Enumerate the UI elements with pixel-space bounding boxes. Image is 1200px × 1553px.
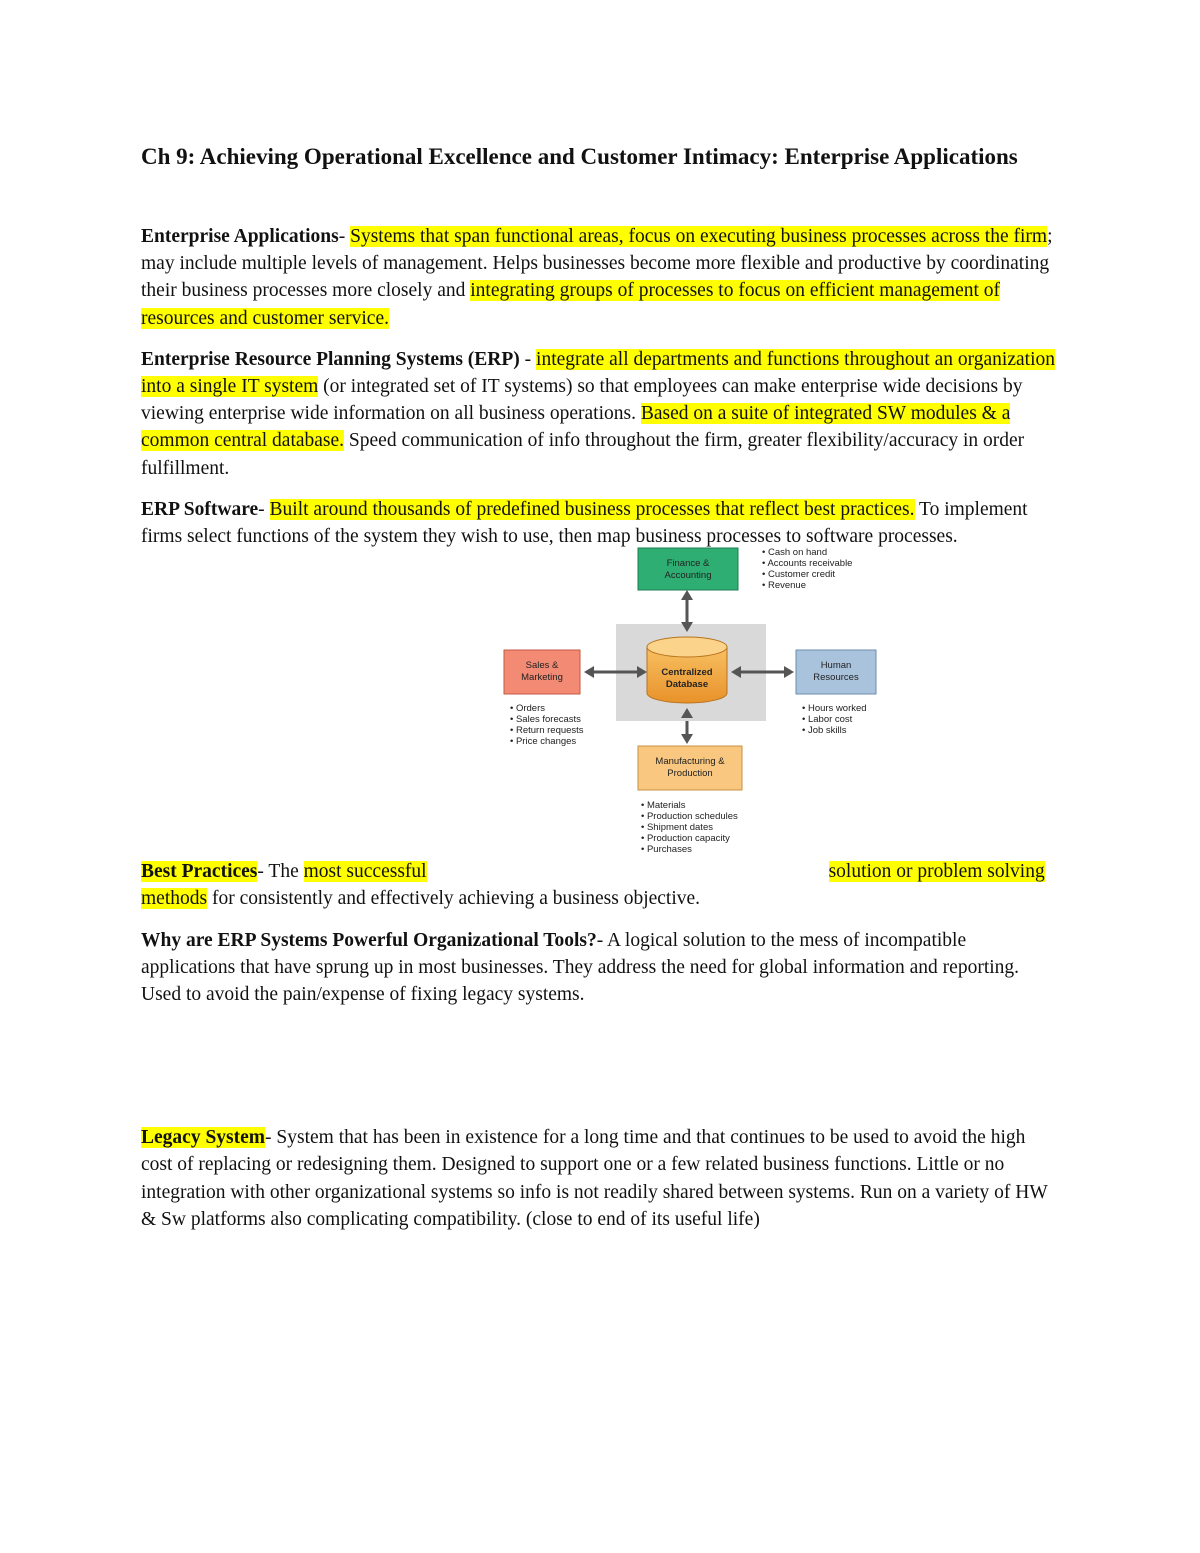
manufacturing-label-2: Production	[667, 768, 713, 780]
document-page	[141, 140, 1061, 1247]
hr-label-1: Human	[820, 660, 852, 672]
separator: - The	[257, 861, 304, 883]
body-text: ; may include multiple levels of management. Helps businesses become more flexible and productive by coordinating their business processes more closely and	[141, 226, 1053, 302]
term-why-erp: Why are ERP Systems Powerful Organizational Tools?	[141, 929, 597, 951]
body-text: System that has been in existence for a long time and that continues to be used to avoid the high cost of replacing or redesigning them. Designed to support one or a few related business functions. Little or no integration with other organizational systems so info is not readily shared between systems. Run on a variety of HW & Sw platforms also complicating compatibility. (close to end of its useful life)	[141, 1127, 1048, 1230]
body-text: Speed communication of info throughout the firm, greater flexibility/accuracy in order fulfillment.	[141, 430, 1025, 479]
manufacturing-label-1: Manufacturing &	[655, 756, 725, 768]
finance-accounting-module	[638, 547, 852, 591]
highlight: integrating groups of processes to focus on efficient management of resources and customer service.	[141, 280, 1001, 329]
hr-item: • Job skills	[802, 725, 847, 737]
separator: -	[258, 498, 270, 520]
finance-item: • Accounts receivable	[762, 558, 853, 570]
manufacturing-item: • Purchases	[641, 844, 692, 856]
hr-item: • Hours worked	[802, 703, 867, 715]
hr-item: • Labor cost	[802, 714, 853, 726]
sales-item: • Sales forecasts	[510, 714, 581, 726]
highlight: most successful	[303, 861, 427, 883]
finance-label-1: Finance &	[666, 558, 710, 570]
sales-item: • Return requests	[510, 725, 584, 737]
finance-item: • Customer credit	[762, 569, 836, 581]
body-text: for consistently and effectively achieving a business objective.	[207, 888, 701, 910]
separator: -	[596, 929, 608, 951]
separator: -	[265, 1127, 277, 1149]
separator: -	[338, 226, 351, 247]
paragraph-legacy-system	[141, 1124, 1061, 1233]
paragraph-why-erp	[141, 927, 1061, 1009]
term-best-practices: Best Practices	[141, 861, 258, 883]
human-resources-module	[796, 650, 876, 736]
body-text: To implement firms select functions of the system they wish to use, then map business processes to software processes.	[141, 498, 1028, 548]
finance-label-2: Accounting	[664, 570, 712, 582]
sales-item: • Price changes	[510, 736, 577, 748]
manufacturing-production-module	[638, 746, 742, 855]
highlight: Based on a suite of integrated SW modules & a common central database.	[141, 403, 1011, 452]
term-legacy-system: Legacy System	[141, 1127, 266, 1149]
manufacturing-item: • Production schedules	[641, 811, 738, 823]
centralized-database	[647, 637, 727, 703]
sales-marketing-module	[504, 650, 584, 747]
sales-item: • Orders	[510, 703, 545, 715]
finance-box	[638, 548, 738, 590]
erp-diagram-figure	[141, 540, 1061, 858]
paragraph-erp	[141, 346, 1061, 482]
database-label-2: Database	[665, 679, 709, 691]
body-text: (or integrated set of IT systems) so that employees can make enterprise wide decisions by viewing enterprise wide information on all business operations.	[141, 376, 1023, 425]
page-title: Ch 9: Achieving Operational Excellence and Customer Intimacy: Enterprise Applications	[141, 144, 1018, 169]
highlight: solution or problem solving methods	[141, 861, 1045, 910]
finance-item: • Revenue	[762, 580, 806, 592]
manufacturing-item: • Production capacity	[641, 833, 730, 845]
sales-label-2: Marketing	[521, 672, 563, 684]
paragraph-enterprise-applications	[141, 223, 1061, 332]
highlight: integrate all departments and functions throughout an organization into a single IT system	[141, 348, 1055, 398]
paragraph-best-practices	[141, 858, 1061, 912]
separator: -	[519, 348, 537, 370]
finance-item: • Cash on hand	[762, 547, 828, 559]
term-enterprise-applications: Enterprise Applications	[141, 226, 339, 247]
body-text: A logical solution to the mess of incompatible applications that have sprung up in most businesses. They address the need for global information and reporting. Used to avoid the pain/expense of fixing legacy systems.	[141, 929, 1020, 1006]
highlight: Built around thousands of predefined business processes that reflect best practices.	[269, 498, 915, 520]
manufacturing-item: • Shipment dates	[641, 822, 713, 834]
erp-diagram	[500, 540, 880, 858]
hr-label-2: Resources	[813, 672, 859, 684]
highlight: Systems that span functional areas, focus on executing business processes across the firm	[350, 226, 1048, 247]
term-erp-software: ERP Software	[141, 498, 259, 520]
manufacturing-item: • Materials	[641, 800, 686, 812]
database-cylinder-top	[647, 637, 727, 657]
sales-label-1: Sales &	[525, 660, 559, 672]
database-label-1: Centralized	[661, 667, 713, 679]
blank-space	[141, 1022, 1061, 1124]
term-erp: Enterprise Resource Planning Systems (ERP)	[141, 348, 520, 370]
